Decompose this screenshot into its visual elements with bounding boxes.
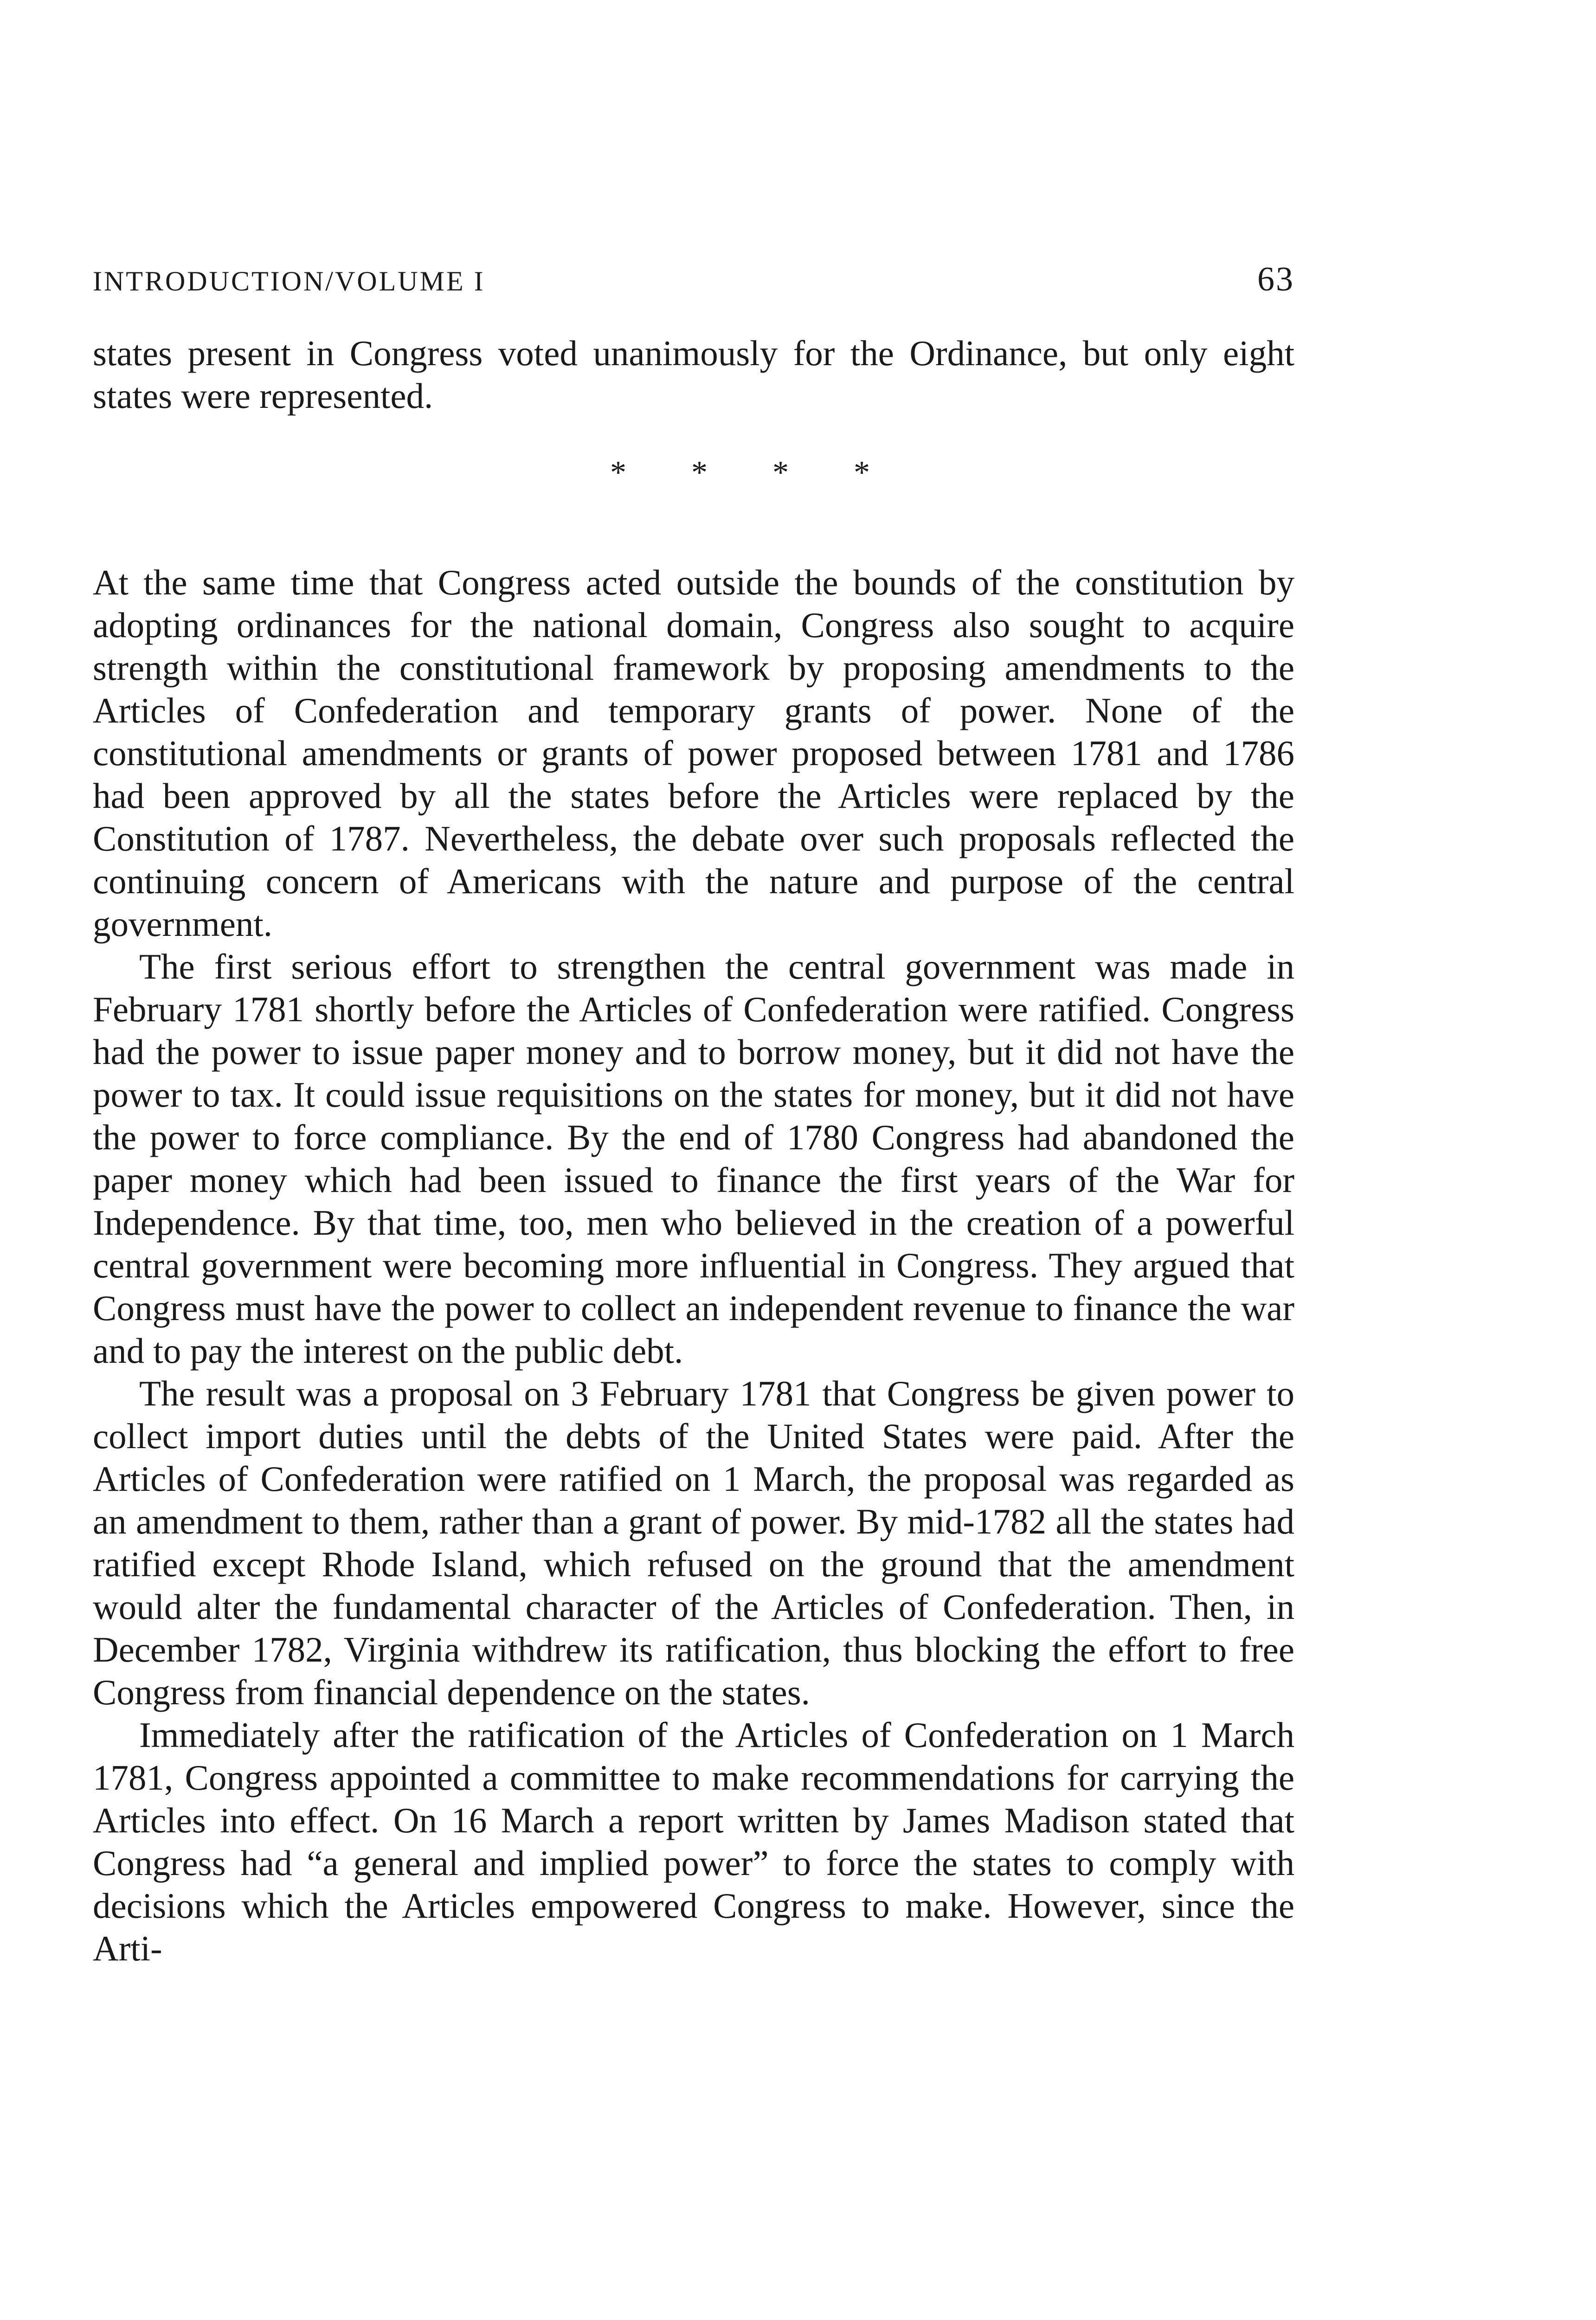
paragraph-continuation: states present in Congress voted unanimously for the Ordinance, but only eight states were represented.: [93, 333, 1294, 416]
asterisk-mark: *: [610, 455, 626, 490]
running-head-title: INTRODUCTION/VOLUME I: [93, 266, 485, 296]
asterisk-mark: *: [772, 455, 789, 490]
asterisk-mark: *: [854, 455, 870, 490]
paragraph: The result was a proposal on 3 February 1781 that Congress be given power to collect import duties until the debts of the United States were paid. After the Articles of Confederation were ratified on 1 March, the proposal was regarded as an amendment to them, rather than a grant of power. By mid-1782 all the states had ratified except Rhode Island, which refused on the ground that the amendment would alter the fundamental character of the Articles of Confederation. Then, in December 1782, Virginia withdrew its ratification, thus blocking the effort to free Congress from financial dependence on the states.: [93, 1373, 1294, 1712]
running-head: [93, 260, 1294, 299]
page-number: 63: [1257, 260, 1294, 298]
paragraph: At the same time that Congress acted outside the bounds of the constitution by adopting ordinances for the national domain, Congress also sought to acquire strength within the constitutional framework by proposing amendments to the Articles of Confederation and temporary grants of power. None of the constitutional amendments or grants of power proposed between 1781 and 1786 had been approved by all the states before the Articles were replaced by the Constitution of 1787. Nevertheless, the debate over such proposals reflected the continuing concern of Americans with the nature and purpose of the central government.: [93, 562, 1294, 944]
paragraph: Immediately after the ratification of the Articles of Confederation on 1 March 1781, Congress appointed a committee to make recommendations for carrying the Articles into effect. On 16 March a report written by James Madison stated that Congress had “a general and implied power” to force the states to comply with decisions which the Articles empowered Congress to make. However, since the Arti-: [93, 1715, 1294, 1968]
body-text: [93, 332, 1294, 1970]
section-break: [93, 454, 1294, 491]
document-page: [93, 260, 1294, 1970]
paragraph: The first serious effort to strengthen the central government was made in February 1781 shortly before the Articles of Confederation were ratified. Congress had the power to issue paper money and to borrow money, but it did not have the power to tax. It could issue requisitions on the states for money, but it did not have the power to force compliance. By the end of 1780 Congress had abandoned the paper money which had been issued to finance the first years of the War for Independence. By that time, too, men who believed in the creation of a powerful central government were becoming more influential in Congress. They argued that Congress must have the power to collect an independent revenue to finance the war and to pay the interest on the public debt.: [93, 947, 1294, 1371]
asterisk-mark: *: [691, 455, 708, 490]
